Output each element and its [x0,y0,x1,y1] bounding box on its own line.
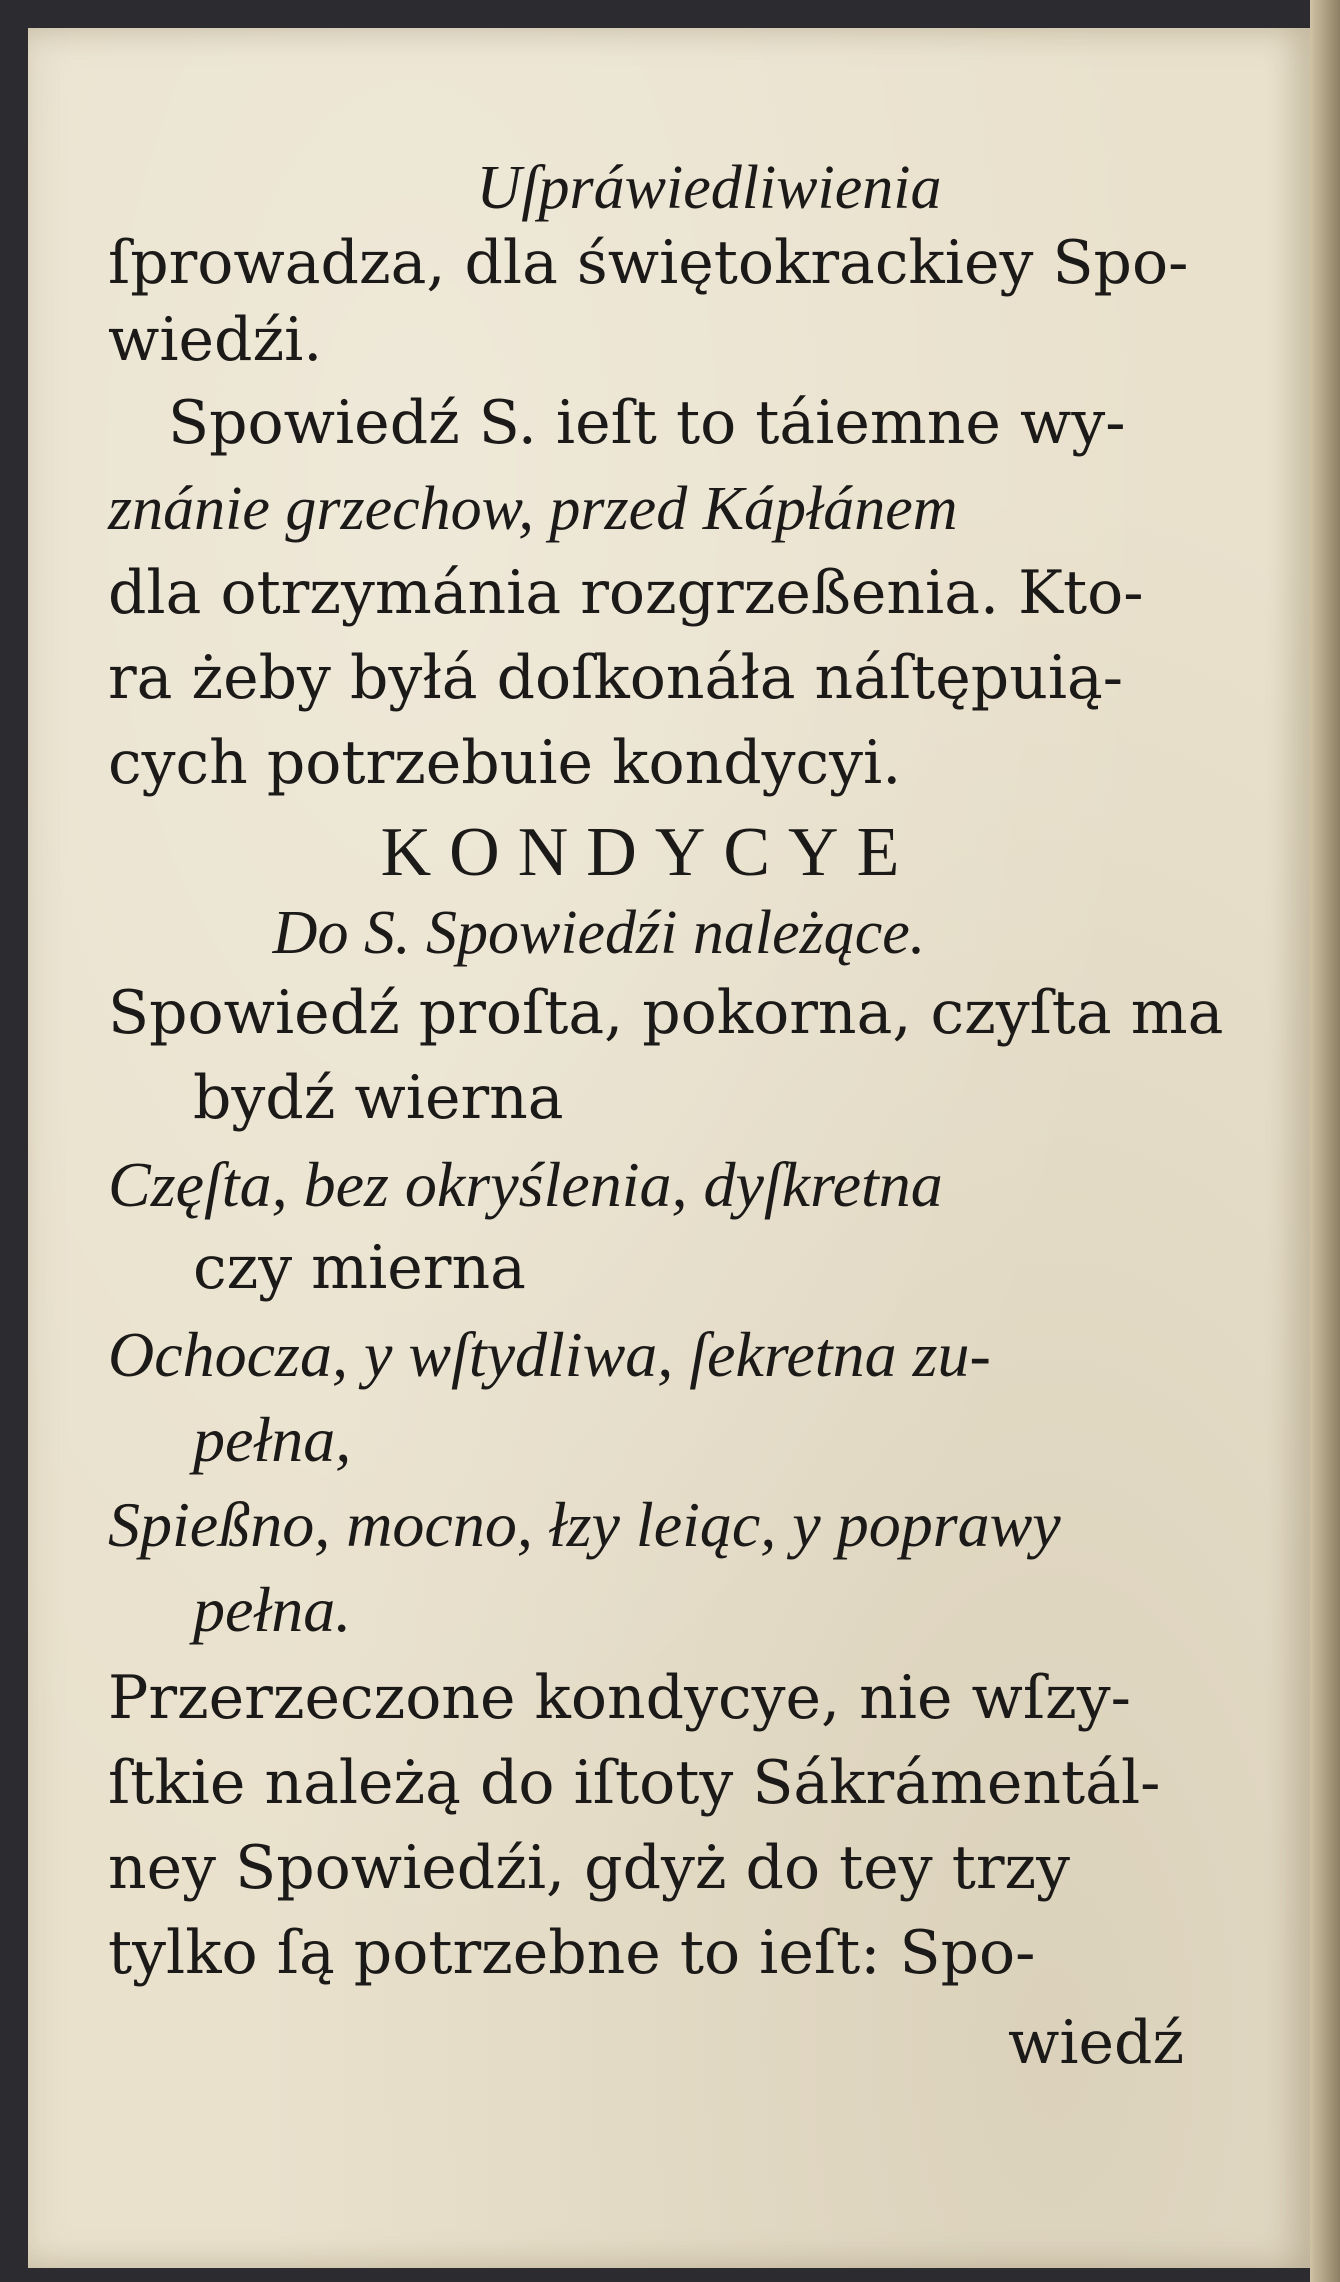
section-title: KONDYCYE [380,814,918,891]
closing-line-1: Przerzeczone kondycye, nie wſzy- [108,1663,1131,1733]
body-line-5: dla otrzymánia rozgrzeßenia. Kto- [108,558,1144,628]
body-line-1: ſprowadza, dla świętokrackiey Spo- [108,228,1189,298]
verse-line-4: czy mierna [193,1233,526,1303]
page-edge [1310,0,1340,2282]
body-line-2: wiedźi. [108,305,323,375]
body-line-7: cych potrzebuie kondycyi. [108,728,902,798]
verse-line-6: pełna, [193,1404,352,1475]
body-line-6: ra żeby byłá doſkonáła náſtępuią- [108,643,1124,713]
section-subtitle: Do S. Spowiedźi należące. [272,899,926,967]
catchword: wiedź [1008,2008,1185,2078]
running-head: Uſpráwiedliwienia [476,154,942,222]
closing-line-4: tylko ſą potrzebne to ieſt: Spo- [108,1918,1036,1988]
book-page [28,28,1310,2268]
closing-line-3: ney Spowiedźi, gdyż do tey trzy [108,1833,1071,1903]
body-line-3: Spowiedź S. ieſt to táiemne wy- [168,388,1126,458]
verse-line-1: Spowiedź proſta, pokorna, czyſta ma [108,978,1224,1048]
verse-line-2: bydź wierna [193,1063,564,1133]
verse-line-8: pełna. [193,1574,352,1645]
verse-line-3: Częſta, bez okryślenia, dyſkretna [108,1149,943,1220]
body-line-4: znánie grzechow, przed Kápłánem [108,475,958,543]
verse-line-5: Ochocza, y wſtydliwa, ſekretna zu- [108,1319,991,1390]
verse-line-7: Spießno, mocno, łzy leiąc, y poprawy [108,1489,1061,1560]
closing-line-2: ſtkie należą do iſtoty Sákrámentál- [108,1748,1161,1818]
